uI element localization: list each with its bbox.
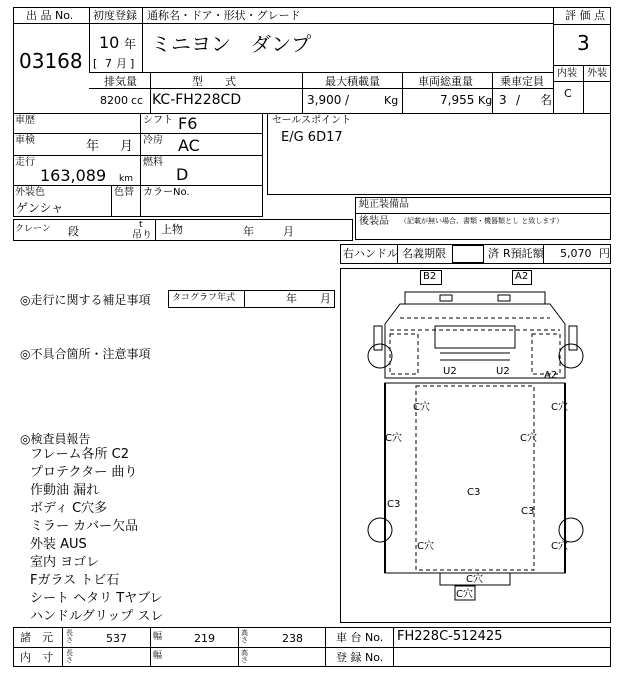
divider [142,7,143,72]
divider [13,23,553,24]
height-label: 高さ [241,629,248,644]
max-load-label: 最大積載量 [325,75,380,88]
inspection-year-unit: 年 [86,139,100,154]
chassis-label: 車 台 No. [336,631,384,644]
damage-mark: C3 [521,506,535,517]
int-width-label: 幅 [153,651,163,661]
color: ゲンシャ [16,201,64,215]
history-label: 車歴 [15,115,35,126]
score: 3 [577,31,590,55]
aftermarket-note: （記載が無い場合、書類・機器類とし と致します） [400,217,564,225]
divider [325,627,326,667]
reg-year-unit: 年 [124,37,137,51]
crane-lift-unit: 吊り [132,230,152,241]
divider [302,72,303,114]
divider [238,627,239,667]
inspection-month-unit: 月 [120,139,134,154]
mileage-unit: km [119,174,133,184]
first-reg-label: 初度登録 [93,9,137,22]
upper-month-unit: 月 [283,225,294,238]
fuel-label: 燃料 [143,157,163,168]
tachograph-year-unit: 年 [286,292,297,305]
inspector-label: ◎検査員報告 [20,432,91,446]
tachograph-month-unit: 月 [320,292,331,305]
exterior-label: 外装 [587,68,607,79]
divider [150,627,151,667]
reg-month: 7 [105,57,112,70]
color-label: 外装色 [15,187,45,198]
car-name: ミニヨン ダンプ [151,32,312,56]
reg-month-unit: 月 [116,57,127,70]
divider [89,7,90,72]
name-change-label: 名義期限 [402,247,446,260]
title-label: 通称名・ドア・形状・グレード [147,9,301,22]
recycle-value: 5,070 [560,247,592,260]
crane-label: クレーン [15,224,51,234]
sales-point-label: セールスポイント [272,115,352,126]
upper-year-unit: 年 [243,225,254,238]
genuine-equipment-label: 純正装備品 [359,199,409,210]
recycle-label: R預託額 [503,247,544,260]
damage-mark: C穴 [456,589,473,600]
divider [553,24,611,25]
interior-grade: C [564,87,572,100]
inspector-item: 作動油 漏れ [30,483,100,498]
divider [393,627,394,667]
damage-mark: A2 [515,271,529,282]
divider [89,88,553,89]
capacity-label: 乗車定員 [500,75,544,88]
damage-mark: U2 [496,366,510,377]
divider [150,72,151,114]
inspection-label: 車検 [15,135,35,146]
steering: 右ハンドル [343,247,398,260]
aftermarket-label: 後装品 [359,216,389,227]
gross-weight-label: 車両総重量 [418,75,473,88]
divider [13,647,611,648]
bracket-open: [ [93,57,98,70]
max-load-slash: / [345,93,350,107]
divider [140,113,141,217]
damage-mark: C穴 [385,433,402,444]
mileage: 163,089 [40,166,107,185]
damage-mark: C3 [387,499,401,510]
gross-weight-unit: Kg [478,94,493,107]
tax-label: 済 [488,247,499,260]
length-value: 537 [106,632,127,645]
damage-mark: A2 [544,370,558,381]
divider [62,627,63,667]
int-height-label: 高さ [241,649,248,664]
recycle-unit: 円 [599,247,610,260]
interior-dim-label: 内 寸 [20,651,53,664]
lot-no-label: 出 品 No. [26,9,74,22]
inspector-item: Fガラス トビ石 [30,573,120,588]
divider [583,65,584,114]
divider [492,72,493,114]
crane-stage-unit: 段 [68,225,79,238]
lot-no: 03168 [19,49,83,73]
damage-mark: C3 [467,487,481,498]
inspector-item: ボディ C穴多 [30,501,108,516]
color-no-label: 色替 [114,187,134,198]
model-label: 型 式 [192,75,236,88]
inspector-item: シート ヘタリ Tヤブレ [30,591,163,606]
registration-label: 登 録 No. [336,651,384,664]
capacity: 3 [499,93,507,107]
max-load-unit: Kg [384,94,399,107]
gross-weight: 7,955 [440,93,475,107]
driving-notes-label: ◎走行に関する補足事項 [20,293,151,307]
height-value: 238 [282,632,303,645]
inspector-item: ハンドルグリップ スレ [30,609,164,624]
name-change-box [452,245,484,263]
damage-mark: C穴 [417,541,434,552]
sales-point: E/G 6D17 [281,130,343,145]
divider [155,219,156,241]
divider [13,133,263,134]
specs-label: 諸 元 [20,631,53,644]
capacity-slash: / [516,93,521,107]
bracket-close: ] [130,57,135,70]
shift-label: シフト [143,115,173,126]
aircon-label: 冷房 [143,135,163,146]
inspector-item: ミラー カバー欠品 [30,519,139,534]
damage-mark: C穴 [551,402,568,413]
color-code-label: カラーNo. [143,187,190,198]
divider [89,72,553,73]
crane-ton-unit: t [139,220,143,230]
chassis-no: FH228C-512425 [397,629,503,644]
divider [244,290,245,308]
damage-mark: C穴 [466,574,483,585]
width-label: 幅 [153,632,163,642]
damage-mark: U2 [443,366,457,377]
divider [553,81,611,82]
shift: F6 [178,114,198,133]
divider [553,65,611,66]
inspector-item: 室内 ヨゴレ [30,555,100,570]
mileage-label: 走行 [15,157,35,168]
crane-row [13,219,353,241]
fuel: D [176,165,189,184]
inspector-item: プロテクター 曲り [30,465,138,480]
divider [111,185,112,217]
displacement-label: 排気量 [104,75,137,88]
capacity-unit: 名 [540,93,553,107]
defects-label: ◎不具合箇所・注意事項 [20,347,151,361]
displacement-unit: cc [131,94,144,107]
inspector-item: フレーム各所 C2 [30,447,129,462]
divider [13,155,263,156]
truck-diagram [340,268,611,623]
max-load: 3,900 [307,93,342,107]
divider [13,185,263,186]
divider [355,213,611,214]
displacement: 8200 [100,94,128,107]
upper-label: 上物 [161,223,183,236]
reg-year: 10 [99,33,120,52]
score-label: 評 価 点 [565,9,605,22]
length-label: 長さ [66,629,73,644]
divider [402,72,403,114]
damage-mark: C穴 [520,433,537,444]
aircon: AC [178,136,200,155]
damage-mark: B2 [423,271,437,282]
damage-mark: C穴 [413,402,430,413]
tachograph-label: タコグラフ年式 [172,293,236,303]
width-value: 219 [194,632,215,645]
damage-mark: C穴 [551,541,568,552]
model: KC-FH228CD [152,92,242,108]
interior-label: 内装 [557,68,577,79]
int-length-label: 長さ [66,649,73,664]
inspector-item: 外装 AUS [30,537,87,552]
